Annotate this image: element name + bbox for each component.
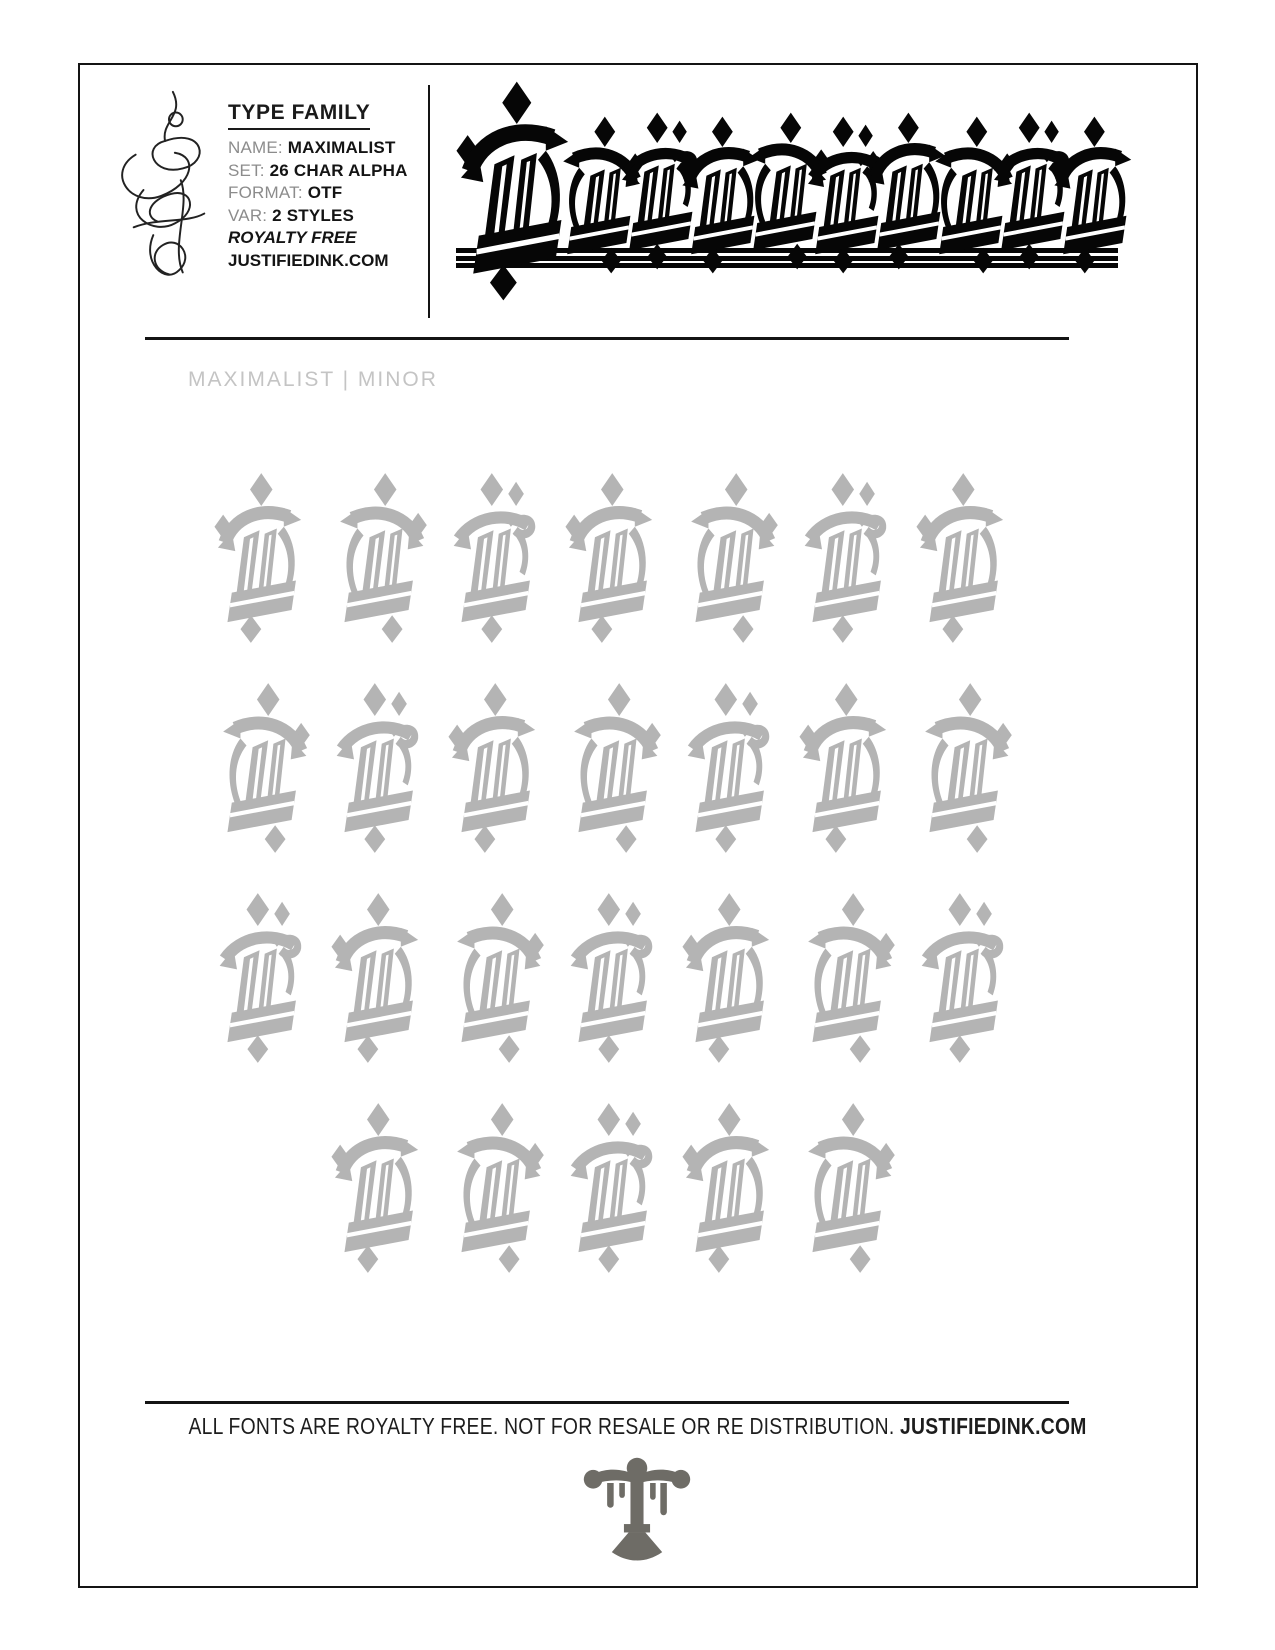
ink-scales-icon [581, 1452, 693, 1570]
footer-notice-site: JUSTIFIEDINK.COM [900, 1413, 1087, 1439]
glyph-h [205, 670, 322, 866]
glyph-grid [74, 460, 1154, 1300]
glyph-o [205, 880, 322, 1076]
glyph-e [673, 460, 790, 656]
header-rule [145, 337, 1069, 340]
spec-var-value: 2 STYLES [272, 205, 355, 225]
footer-notice-regular: ALL FONTS ARE ROYALTY FREE. NOT FOR RESALE OR RE DISTRIBUTION. [188, 1413, 901, 1439]
glyph-d [556, 460, 673, 656]
glyph-q [439, 880, 556, 1076]
type-family-block [228, 101, 408, 272]
spec-name [228, 137, 408, 160]
royalty-free-line: ROYALTY FREE [228, 228, 357, 247]
spec-format-value: OTF [307, 183, 343, 202]
section-title: TYPE FAMILY [228, 101, 370, 130]
spec-set-value: 26 CHAR ALPHA [269, 160, 408, 180]
glyph-i [322, 670, 439, 866]
glyph-g [907, 460, 1024, 656]
site-url: JUSTIFIEDINK.COM [228, 250, 389, 270]
spec-name-value: MAXIMALIST [287, 138, 396, 157]
glyph-j [439, 670, 556, 866]
glyph-n [907, 670, 1024, 866]
glyph-a [205, 460, 322, 656]
glyph-c [439, 460, 556, 656]
glyph-y [673, 1090, 790, 1286]
spec-name-label: NAME: [228, 138, 283, 157]
glyph-w [439, 1090, 556, 1286]
footer-notice [0, 1413, 1275, 1440]
specimen-style-label: MAXIMALIST | MINOR [188, 368, 438, 391]
footer-rule [145, 1401, 1069, 1404]
title-glyph-t [1048, 96, 1144, 294]
glyph-u [907, 880, 1024, 1076]
glyph-r [556, 880, 673, 1076]
glyph-z [790, 1090, 907, 1286]
glyph-row [74, 460, 1154, 656]
glyph-k [556, 670, 673, 866]
glyph-b [322, 460, 439, 656]
glyph-row [74, 880, 1154, 1076]
glyph-row [74, 670, 1154, 866]
header-vertical-divider [428, 85, 430, 318]
glyph-t [790, 880, 907, 1076]
spec-set [228, 160, 408, 183]
scribble-ink-logo-icon [112, 88, 224, 294]
spec-format [228, 182, 408, 205]
glyph-f [790, 460, 907, 656]
glyph-l [673, 670, 790, 866]
glyph-row [74, 1090, 1154, 1286]
glyph-m [790, 670, 907, 866]
spec-var [228, 205, 408, 228]
footer-notice-text [188, 1413, 1086, 1440]
glyph-v [322, 1090, 439, 1286]
glyph-x [556, 1090, 673, 1286]
spec-format-label: FORMAT: [228, 183, 303, 202]
spec-var-label: VAR: [228, 205, 268, 225]
glyph-s [673, 880, 790, 1076]
blackletter-title-art [452, 70, 1152, 322]
glyph-p [322, 880, 439, 1076]
spec-set-label: SET: [228, 160, 265, 180]
